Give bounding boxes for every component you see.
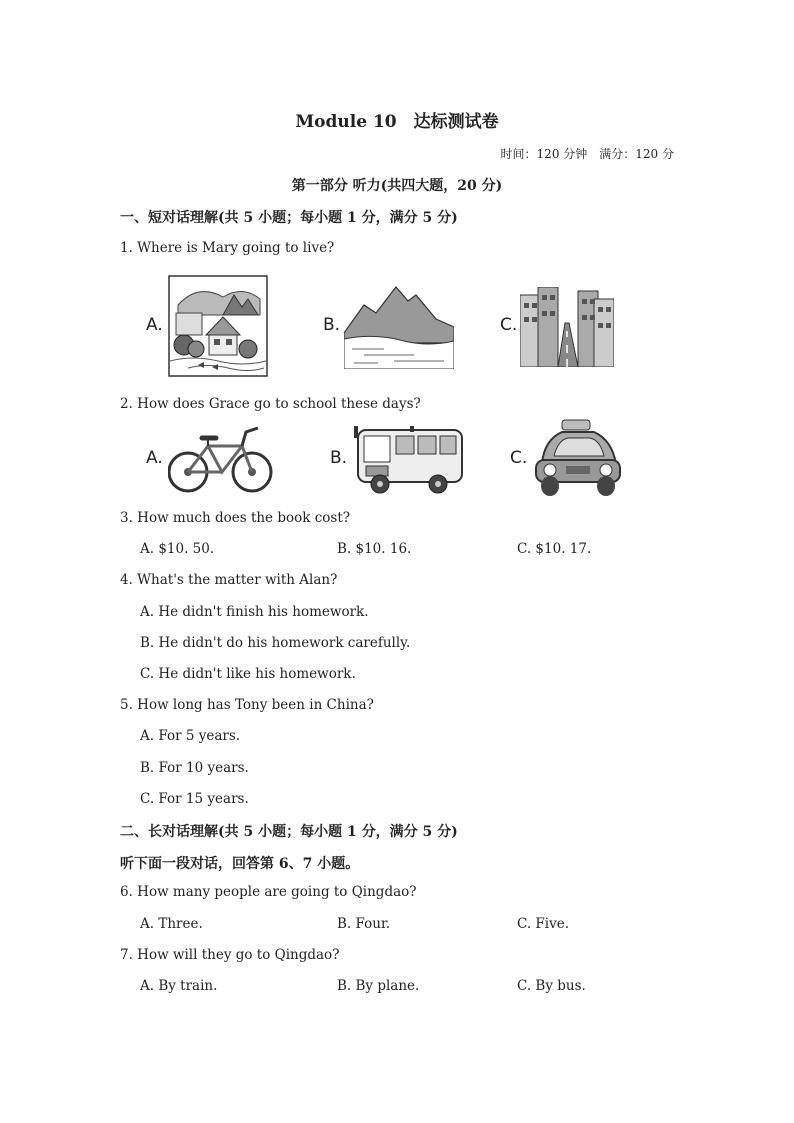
village-scene-icon bbox=[168, 275, 268, 377]
q3-option-a[interactable]: A. $10. 50. bbox=[140, 541, 215, 557]
q6-option-a[interactable]: A. Three. bbox=[140, 916, 203, 932]
question-6: 6. How many people are going to Qingdao? bbox=[120, 884, 417, 900]
section1-heading: 一、短对话理解(共 5 小题；每小题 1 分，满分 5 分) bbox=[120, 210, 458, 226]
q5-option-c[interactable]: C. For 15 years. bbox=[140, 791, 249, 807]
question-7: 7. How will they go to Qingdao? bbox=[120, 947, 340, 963]
q2-label-b: B. bbox=[330, 448, 348, 468]
section2-heading: 二、长对话理解(共 5 小题；每小题 1 分，满分 5 分) bbox=[120, 824, 458, 840]
q4-option-a[interactable]: A. He didn't finish his homework. bbox=[140, 604, 369, 620]
q6-option-c[interactable]: C. Five. bbox=[517, 916, 570, 932]
question-1: 1. Where is Mary going to live? bbox=[120, 240, 335, 256]
q4-option-b[interactable]: B. He didn't do his homework carefully. bbox=[140, 635, 411, 651]
q6-option-b[interactable]: B. Four. bbox=[337, 916, 391, 932]
taxi-icon bbox=[532, 418, 624, 498]
q7-option-a[interactable]: A. By train. bbox=[140, 978, 218, 994]
q3-option-c[interactable]: C. $10. 17. bbox=[517, 541, 592, 557]
question-3: 3. How much does the book cost? bbox=[120, 510, 350, 526]
question-4: 4. What's the matter with Alan? bbox=[120, 572, 338, 588]
bicycle-icon bbox=[168, 422, 274, 494]
q2-label-c: C. bbox=[510, 448, 528, 468]
q1-label-b: B. bbox=[323, 315, 341, 335]
q7-option-b[interactable]: B. By plane. bbox=[337, 978, 420, 994]
q5-option-a[interactable]: A. For 5 years. bbox=[140, 728, 241, 744]
q1-label-a: A. bbox=[146, 315, 163, 335]
q5-option-b[interactable]: B. For 10 years. bbox=[140, 760, 249, 776]
q3-option-b[interactable]: B. $10. 16. bbox=[337, 541, 412, 557]
time-score-info: 时间：120 分钟 满分：120 分 bbox=[500, 147, 674, 161]
mountain-lake-icon bbox=[344, 283, 454, 369]
q4-option-c[interactable]: C. He didn't like his homework. bbox=[140, 666, 356, 682]
part-heading: 第一部分 听力(共四大题，20 分) bbox=[291, 178, 503, 194]
city-street-icon bbox=[520, 287, 614, 367]
q7-option-c[interactable]: C. By bus. bbox=[517, 978, 586, 994]
bus-icon bbox=[354, 424, 466, 496]
page-title: Module 10 达标测试卷 bbox=[295, 112, 499, 132]
question-5: 5. How long has Tony been in China? bbox=[120, 697, 374, 713]
q2-label-a: A. bbox=[146, 448, 163, 468]
section2-instruction: 听下面一段对话，回答第 6、7 小题。 bbox=[120, 856, 360, 872]
question-2: 2. How does Grace go to school these days? bbox=[120, 396, 421, 412]
q1-label-c: C. bbox=[500, 315, 518, 335]
